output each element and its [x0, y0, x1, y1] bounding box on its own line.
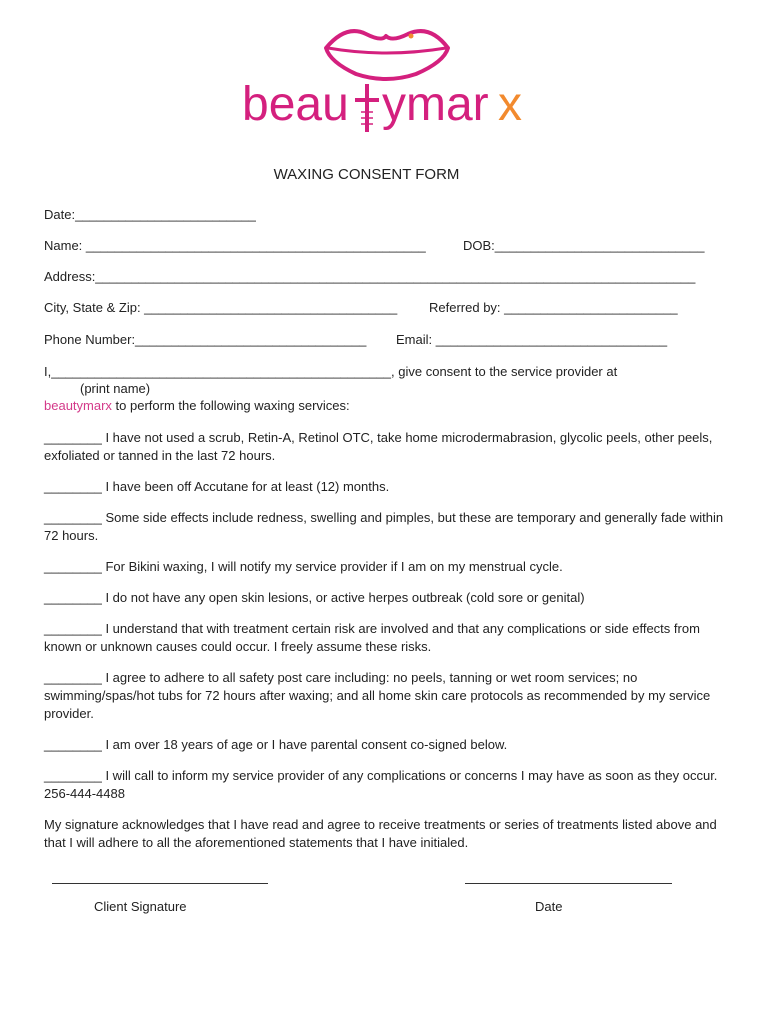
print-name-caption: (print name) — [80, 381, 151, 396]
initial-item-6[interactable]: ________ I understand that with treatment certain risk are involved and that any complications or side effects from known or unknown causes could occur. I freely assume these risks. — [44, 621, 700, 654]
dob-field[interactable]: DOB:_____________________________ — [463, 238, 705, 253]
email-field[interactable]: Email: ________________________________ — [396, 332, 668, 347]
name-field[interactable]: Name: _______________________________________________ — [44, 238, 426, 253]
consent-statement — [44, 398, 350, 413]
svg-text:x: x — [498, 78, 522, 131]
city-state-zip-field[interactable]: City, State & Zip: ___________________________________ — [44, 300, 398, 315]
client-signature-label: Client Signature — [94, 899, 187, 914]
t-syringe-icon — [355, 84, 379, 132]
lips-logo-icon — [236, 18, 536, 148]
date-signature-line[interactable] — [465, 883, 672, 884]
referred-by-field[interactable]: Referred by: ________________________ — [429, 300, 678, 315]
brand-logo — [236, 18, 536, 148]
initial-item-9[interactable]: ________ I will call to inform my service provider of any complications or concerns I may have as soon as they occur. 256-444-4488 — [44, 768, 718, 801]
brand-inline: beautymarx — [44, 398, 112, 413]
initial-item-3[interactable]: ________ Some side effects include redness, swelling and pimples, but these are temporary and generally fade within 72 hours. — [44, 510, 724, 543]
initial-item-2[interactable]: ________ I have been off Accutane for at least (12) months. — [44, 479, 390, 494]
date-signature-label: Date — [535, 899, 563, 914]
initial-item-1[interactable]: ________ I have not used a scrub, Retin-A, Retinol OTC, take home microdermabrasion, glycolic peels, other peels, exfoliated or tanned in the last 72 hours. — [44, 430, 713, 463]
svg-text:beau: beau — [242, 78, 349, 131]
acknowledgement-text: My signature acknowledges that I have read and agree to receive treatments or series of treatments listed above and that I will adhere to all the aforementioned statements that I have initialed. — [44, 817, 717, 850]
client-signature-line[interactable] — [52, 883, 268, 884]
phone-field[interactable]: Phone Number:________________________________ — [44, 332, 367, 347]
initial-item-8[interactable]: ________ I am over 18 years of age or I have parental consent co-signed below. — [44, 737, 508, 752]
initial-item-5[interactable]: ________ I do not have any open skin lesions, or active herpes outbreak (cold sore or genital) — [44, 590, 585, 605]
initial-item-7[interactable]: ________ I agree to adhere to all safety post care including: no peels, tanning or wet room services; no swimming/spas/hot tubs for 72 hours after waxing; and all home skin care protocols as recommended by my service provider. — [44, 670, 711, 721]
form-title: WAXING CONSENT FORM — [273, 166, 460, 183]
initial-item-4[interactable]: ________ For Bikini waxing, I will notify my service provider if I am on my menstrual cycle. — [44, 559, 563, 574]
date-field[interactable]: Date:_________________________ — [44, 207, 256, 222]
svg-text:ymar: ymar — [382, 78, 489, 131]
consent-rest: to perform the following waxing services: — [111, 398, 350, 413]
address-field[interactable]: Address:___________________________________________________________________________________ — [44, 269, 696, 284]
print-name-field[interactable]: I,_______________________________________________, give consent to the service provider at — [44, 364, 618, 379]
